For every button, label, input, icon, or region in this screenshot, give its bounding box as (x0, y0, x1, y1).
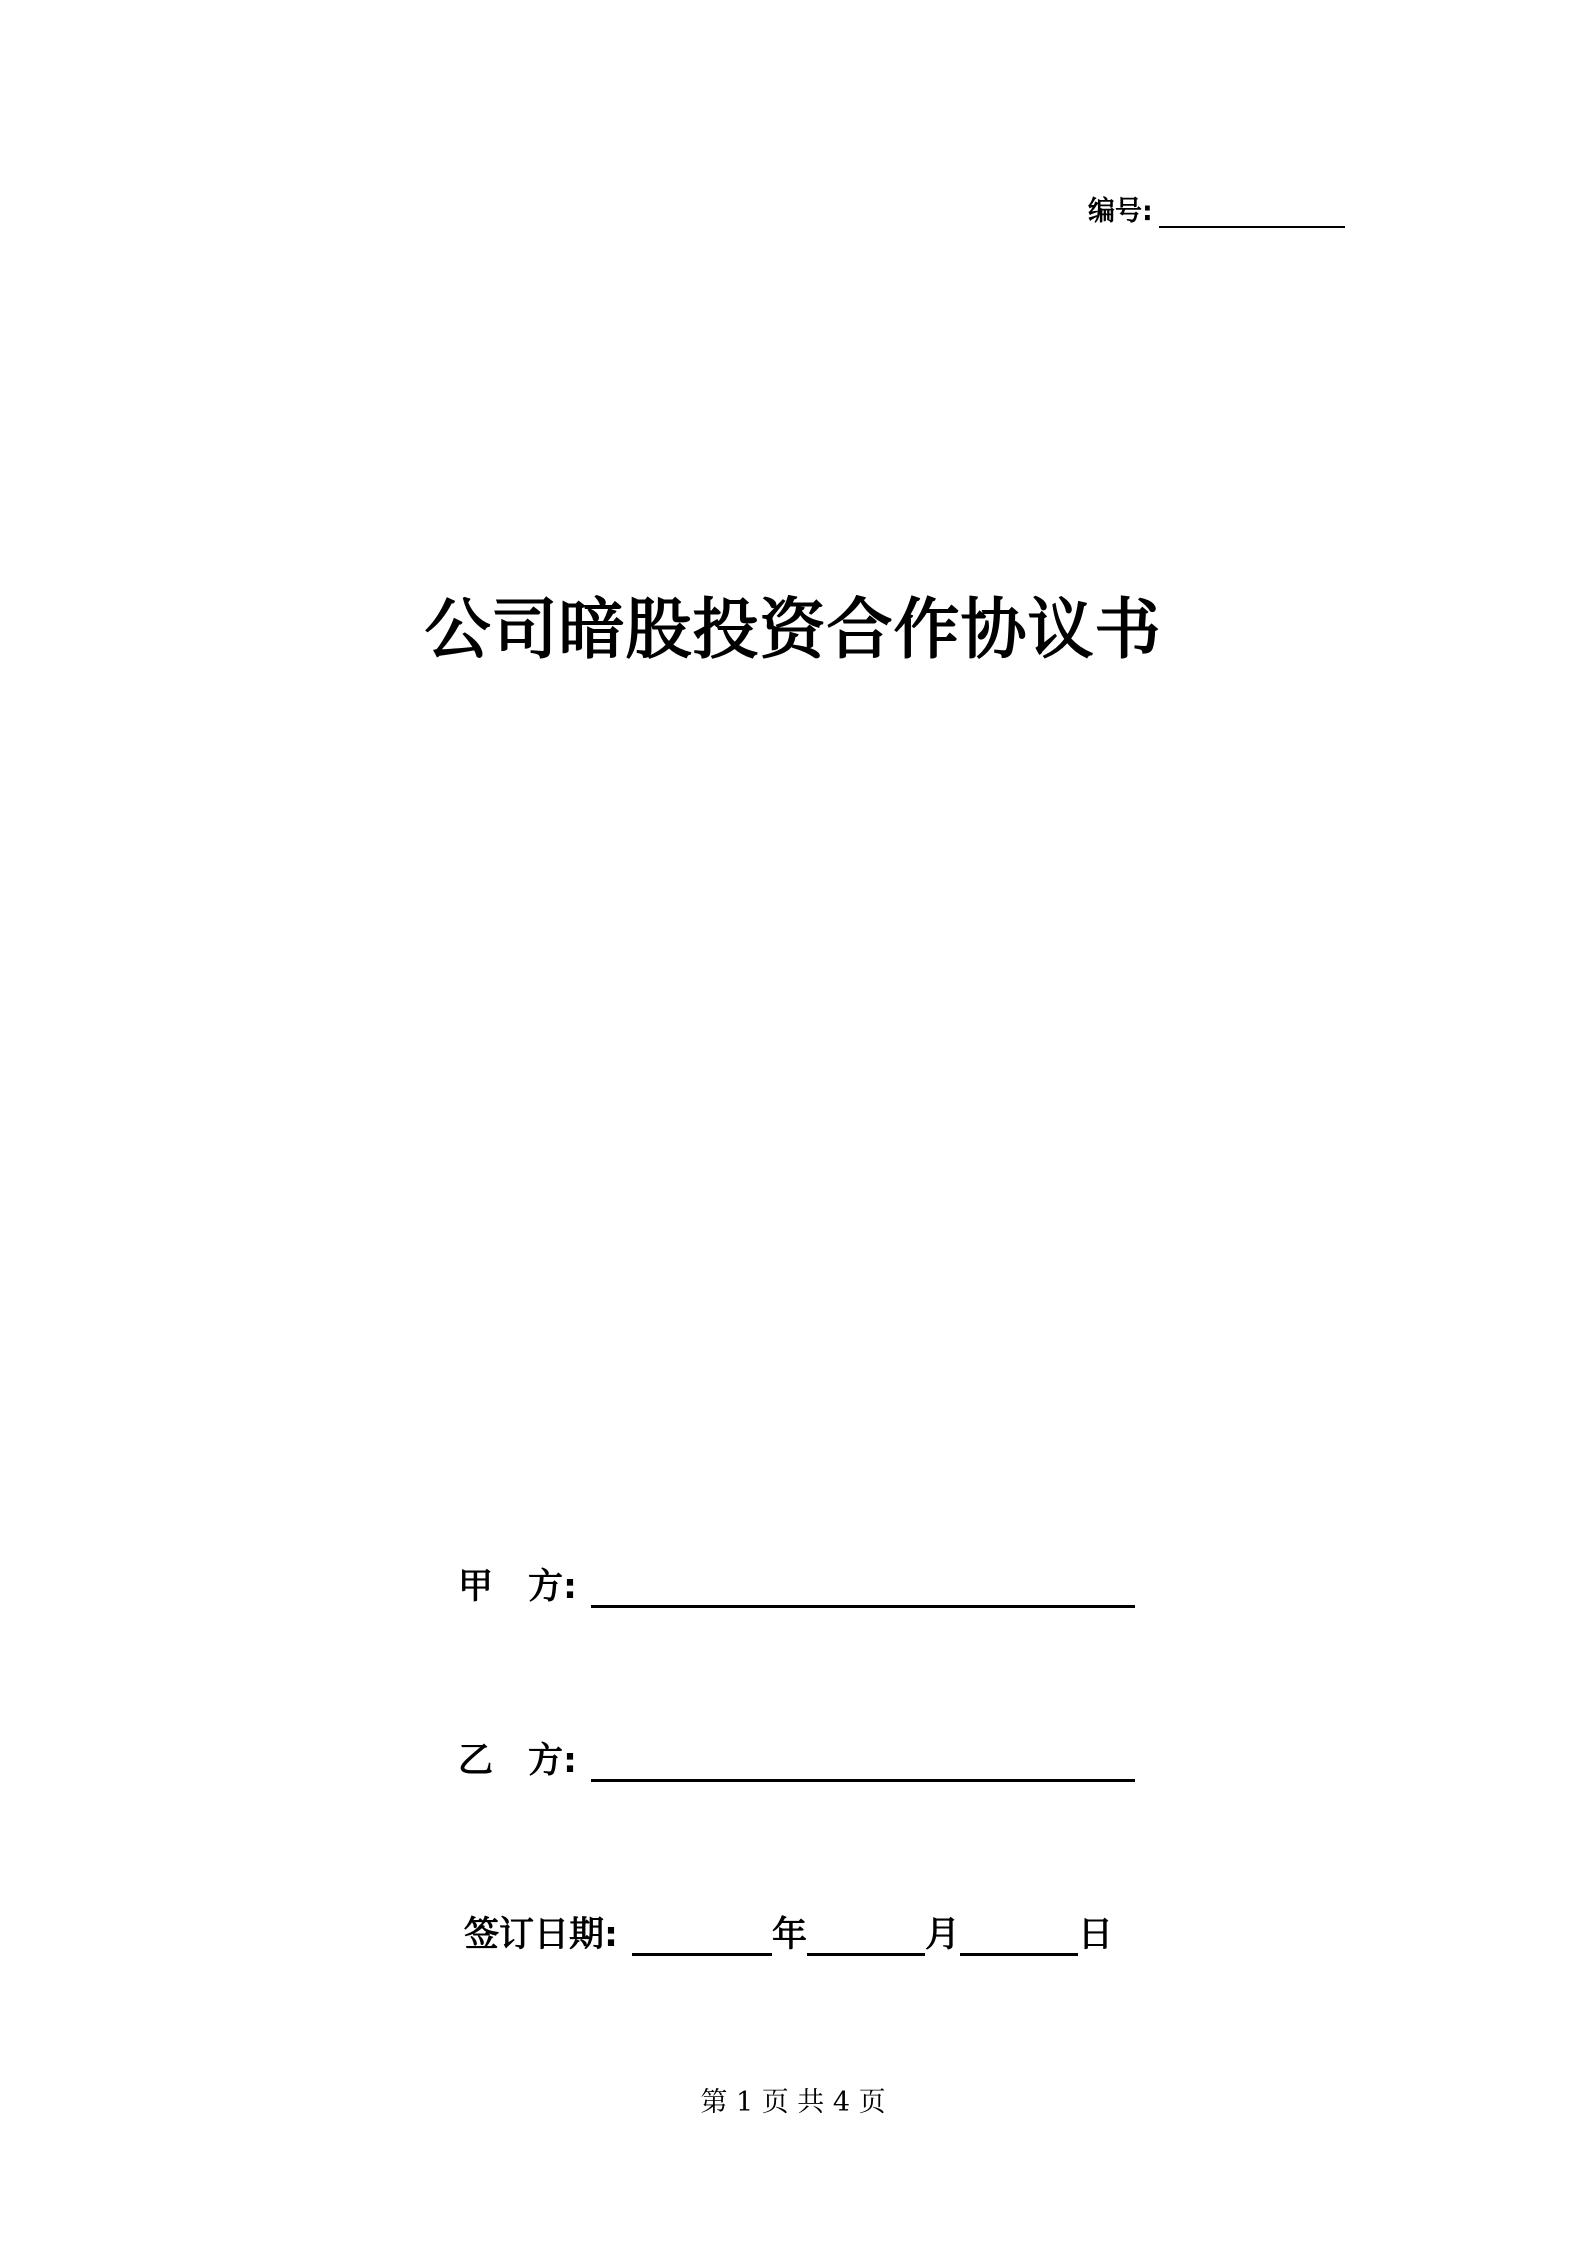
month-unit: 月 (925, 1915, 961, 1955)
party-a-label: 甲 方: (458, 1567, 577, 1607)
signing-day-blank[interactable] (960, 1917, 1078, 1956)
year-unit: 年 (772, 1915, 808, 1955)
day-unit: 日 (1078, 1915, 1114, 1955)
page-number-footer: 第 1 页 共 4 页 (700, 2087, 886, 2118)
signing-month-blank[interactable] (807, 1917, 925, 1956)
document-number-label: 编号: (1088, 196, 1153, 227)
document-title: 公司暗股投资合作协议书 (424, 591, 1162, 668)
document-number-blank[interactable] (1159, 198, 1345, 228)
party-b-field (458, 1740, 1135, 1782)
document-number (1088, 196, 1345, 228)
signing-date-label: 签订日期: (464, 1915, 618, 1955)
party-a-blank[interactable] (591, 1569, 1135, 1608)
signing-date-field (464, 1914, 1113, 1956)
signing-year-blank[interactable] (632, 1917, 772, 1956)
party-b-blank[interactable] (591, 1743, 1135, 1782)
party-a-field (458, 1566, 1135, 1608)
party-b-label: 乙 方: (458, 1741, 577, 1781)
